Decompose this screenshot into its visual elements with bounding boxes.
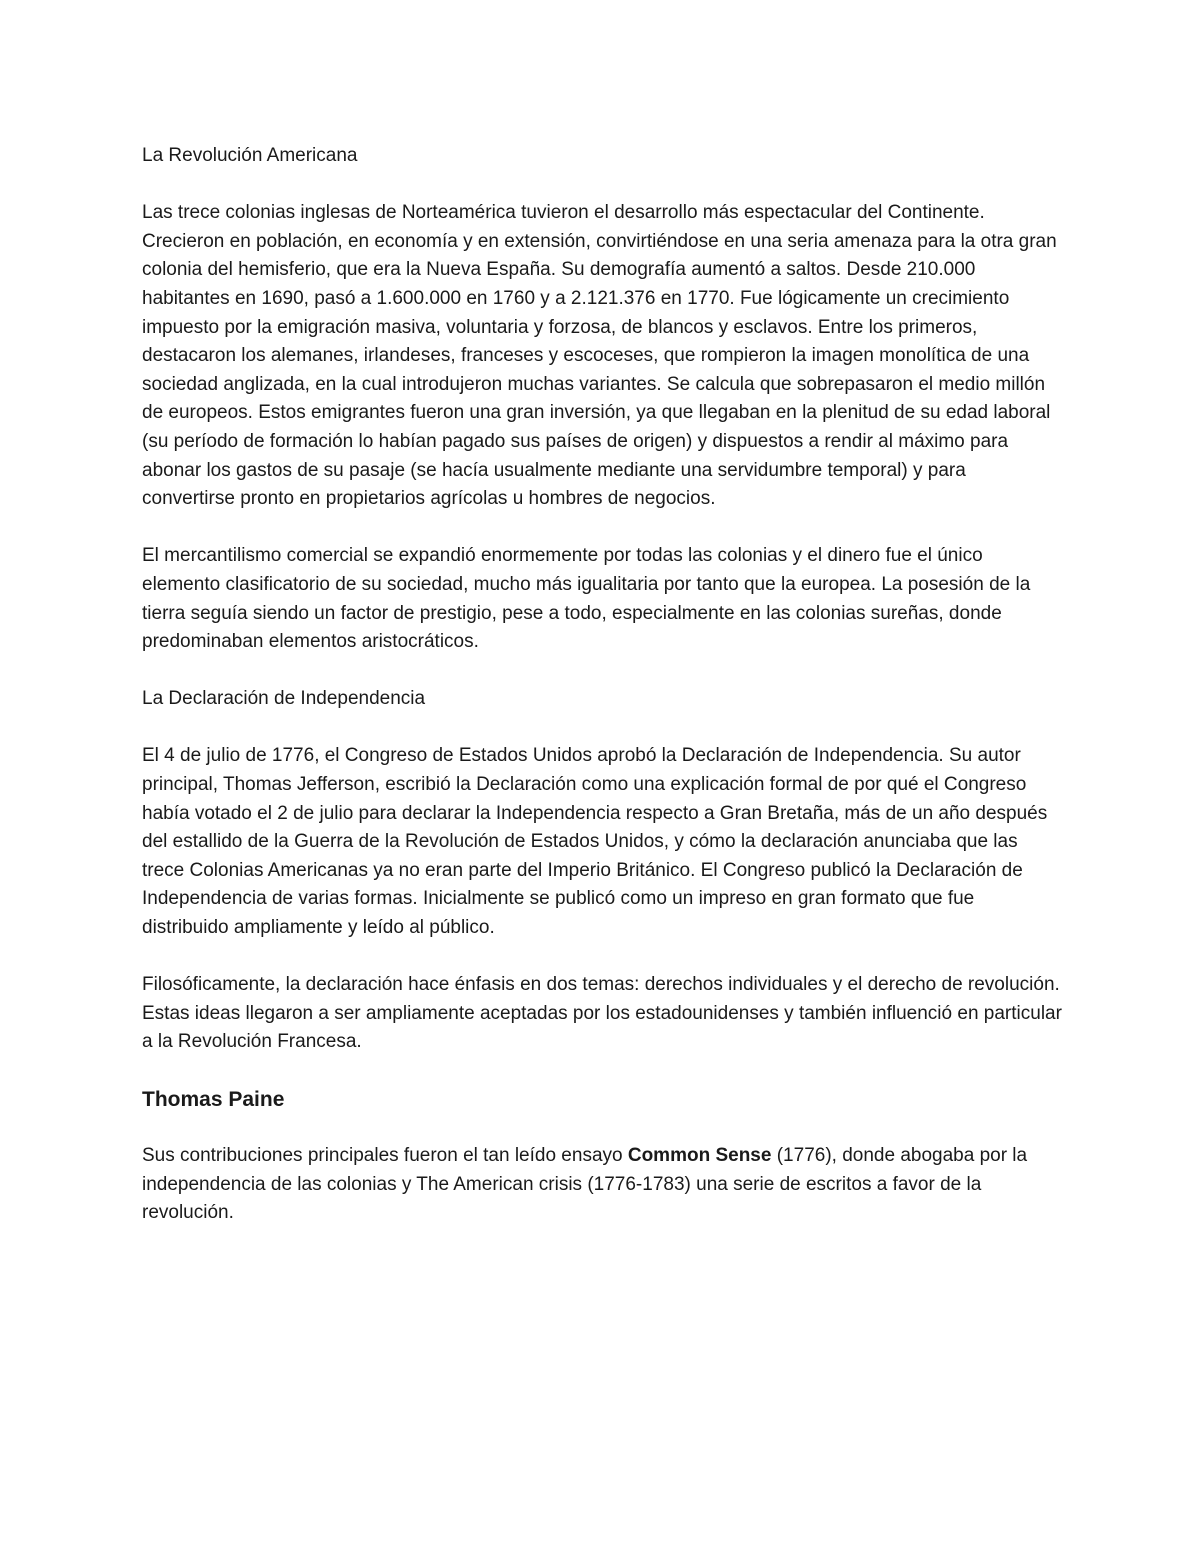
paragraph-paine — [142, 1142, 1062, 1228]
paragraph-mercantilism: El mercantilismo comercial se expandió enormemente por todas las colonias y el dinero fue el único elemento clasificatorio de su sociedad, mucho más igualitaria por tanto que la europea. La posesión de la tierra seguía siendo un factor de prestigio, pese a todo, especialmente en las colonias sureñas, donde predominaban elementos aristocráticos. — [142, 545, 1031, 653]
common-sense-bold: Common Sense — [627, 1145, 772, 1167]
heading-thomas-paine: Thomas Paine — [142, 1087, 285, 1111]
paine-text-after: (1776), donde abogaba por la independencia de las colonias y The American crisis (1776-1783) una serie de escritos a favor de la revolución. — [142, 1145, 1028, 1224]
section-title-declaration: La Declaración de Independencia — [142, 688, 426, 710]
document-title: La Revolución Americana — [142, 145, 358, 166]
paragraph-colonies: Las trece colonias inglesas de Norteamérica tuvieron el desarrollo más espectacular del Continente. Crecieron en población, en economía y en extensión, convirtiéndose en una seria amenaza para la otra gran colonia del hemisferio, que era la Nueva España. Su demografía aumentó a saltos. Desde 210.000 habitantes en 1690, pasó a 1.600.000 en 1760 y a 2.121.376 en 1770. Fue lógicamente un crecimiento impuesto por la emigración masiva, voluntaria y forzosa, de blancos y esclavos. Entre los primeros, destacaron los alemanes, irlandeses, franceses y escoceses, que rompieron la imagen monolítica de una sociedad anglizada, en la cual introdujeron muchas variantes. Se calcula que sobrepasaron el medio millón de europeos. Estos emigrantes fueron una gran inversión, ya que llegaban en la plenitud de su edad laboral (su período de formación lo habían pagado sus países de origen) y dispuestos a rendir al máximo para abonar los gastos de su pasaje (se hacía usualmente mediante una servidumbre temporal) y para convertirse pronto en propietarios agrícolas u hombres de negocios. — [142, 202, 1057, 510]
document-body — [142, 142, 1062, 1257]
paine-text-before: Sus contribuciones principales fueron el tan leído ensayo — [142, 1145, 628, 1167]
paragraph-philosophy: Filosóficamente, la declaración hace énfasis en dos temas: derechos individuales y el derecho de revolución. Estas ideas llegaron a ser ampliamente aceptadas por los estadounidenses y también influenció en particular a la Revolución Francesa. — [142, 974, 1062, 1053]
paragraph-declaration: El 4 de julio de 1776, el Congreso de Estados Unidos aprobó la Declaración de Independencia. Su autor principal, Thomas Jefferson, escribió la Declaración como una explicación formal de por qué el Congreso había votado el 2 de julio para declarar la Independencia respecto a Gran Bretaña, más de un año después del estallido de la Guerra de la Revolución de Estados Unidos, y cómo la declaración anunciaba que las trece Colonias Americanas ya no eran parte del Imperio Británico. El Congreso publicó la Declaración de Independencia de varias formas. Inicialmente se publicó como un impreso en gran formato que fue distribuido ampliamente y leído al público. — [142, 745, 1048, 939]
